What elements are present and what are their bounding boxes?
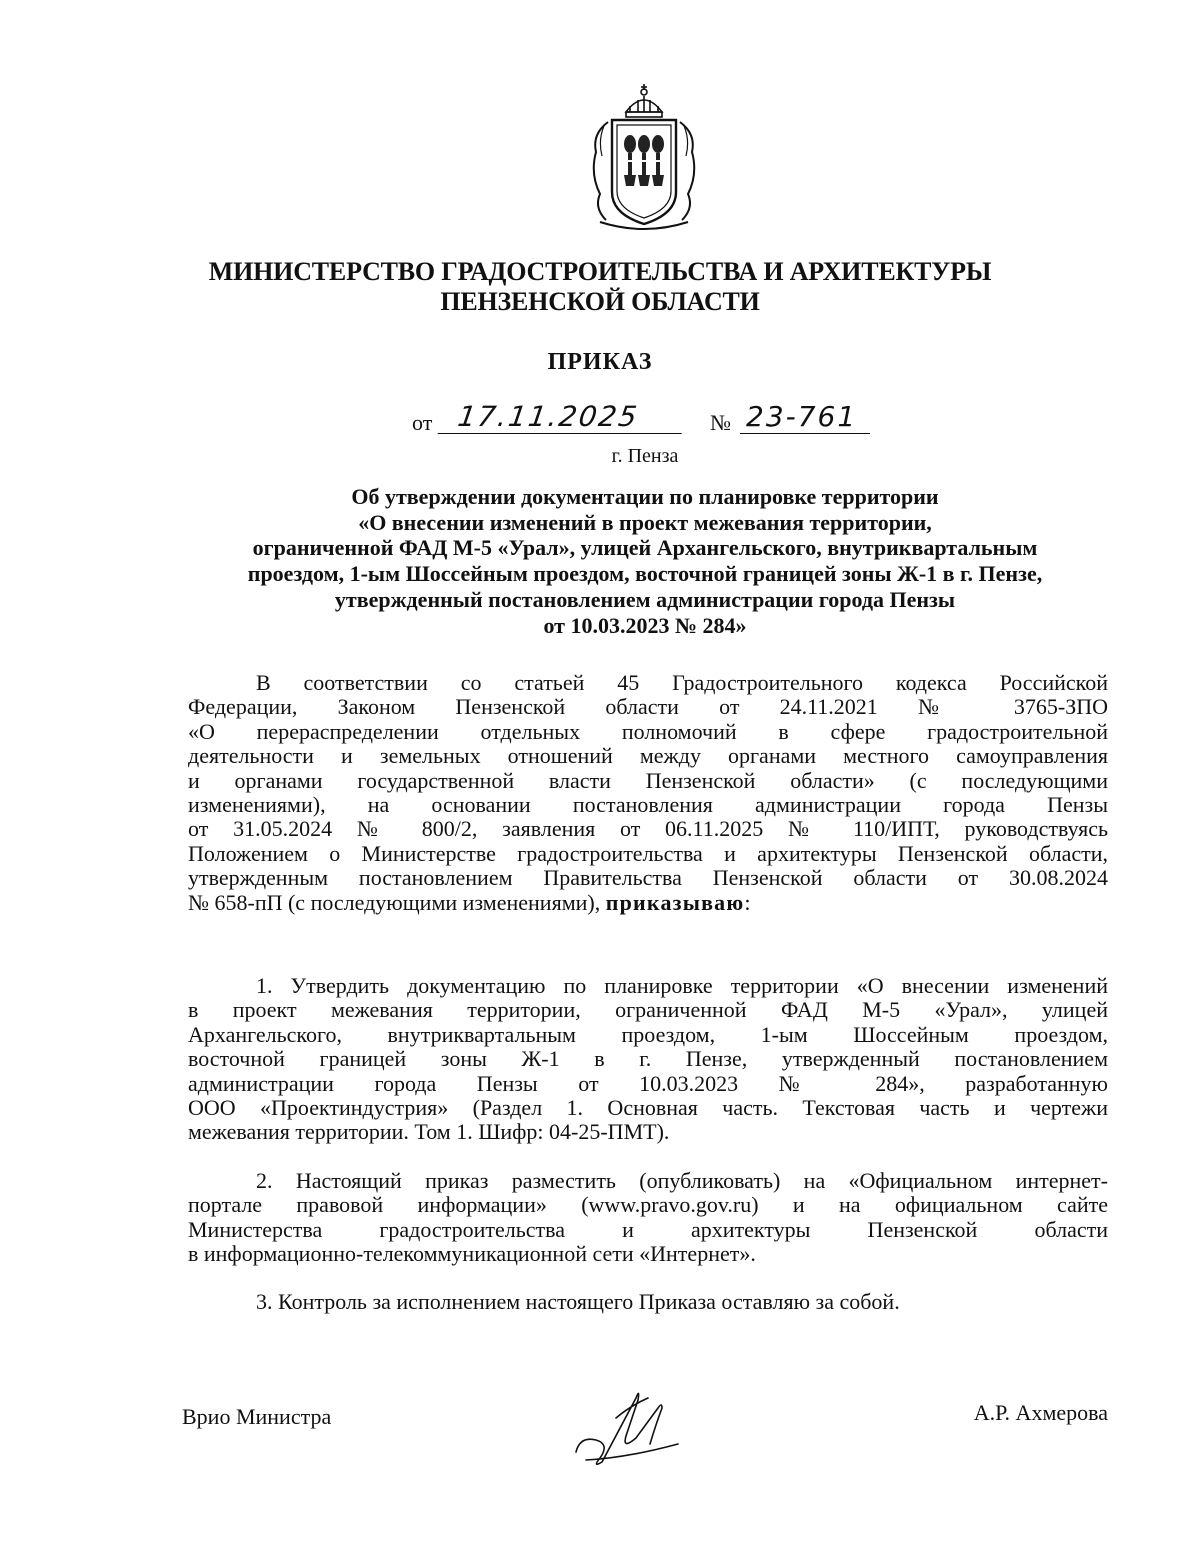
text-line: утвержденным постановлением Правительства Пензенской области от 30.08.2024 <box>188 865 1108 891</box>
text-line: Федерации, Законом Пензенской области от 24.11.2021 № 3765-ЗПО <box>188 694 1108 720</box>
text-line: администрации города Пензы от 10.03.2023 № 284», разработанную <box>188 1070 1108 1096</box>
item-2-paragraph <box>188 1169 1108 1267</box>
text-line: 2. Настоящий приказ разместить (опубликовать) на «Официальном интернет- <box>256 1168 1108 1193</box>
subject-line: «О внесении изменений в проект межевания территории, <box>358 509 932 535</box>
decree-word: приказываю <box>605 889 745 915</box>
text-line: в информационно-телекоммуникационной сети «Интернет». <box>188 1241 756 1267</box>
signatory-name: А.Р. Ахмерова <box>973 1400 1108 1425</box>
preamble-paragraph <box>188 671 1108 915</box>
subject-line: Об утверждении документации по планировке территории <box>351 484 939 509</box>
subject-line: проездом, 1-ым Шоссейным проездом, восточной границей зоны Ж-1 в г. Пензе, <box>247 561 1043 587</box>
signatory-role: Врио Министра <box>182 1404 332 1429</box>
text-line: 3. Контроль за исполнением настоящего Приказа оставляю за собой. <box>256 1289 900 1314</box>
item-1-paragraph <box>188 974 1108 1145</box>
subject-line: утвержденный постановлением администрации города Пензы <box>334 586 956 612</box>
text-line: от 31.05.2024 № 800/2, заявления от 06.11.2025 № 110/ИПТ, руководствуясь <box>188 816 1108 842</box>
document-type-title: ПРИКАЗ <box>547 349 653 375</box>
city-name: г. Пенза <box>611 445 679 467</box>
item-3-paragraph <box>188 1290 1108 1314</box>
subject-line: от 10.03.2023 № 284» <box>543 612 747 638</box>
handwritten-signature <box>566 1378 690 1472</box>
organization-name-line1: МИНИСТЕРСТВО ГРАДОСТРОИТЕЛЬСТВА И АРХИТЕКТУРЫ <box>208 257 992 286</box>
text-line: и органами государственной власти Пензенской области» (с последующими <box>188 767 1108 793</box>
text-line-last <box>188 891 1108 915</box>
date-prefix: от <box>412 410 433 435</box>
text-line: изменениями), на основании постановления администрации города Пензы <box>188 792 1108 818</box>
number-prefix: № <box>710 410 731 435</box>
text-fragment: № 658-пП (с последующими изменениями), <box>188 889 601 915</box>
colon: : <box>744 889 751 915</box>
organization-name-line2: ПЕНЗЕНСКОЙ ОБЛАСТИ <box>440 287 760 316</box>
subject-line: ограниченной ФАД М-5 «Урал», улицей Архангельского, внутриквартальным <box>252 535 1038 561</box>
text-line: межевания территории. Том 1. Шифр: 04-25-ПМТ). <box>188 1119 670 1145</box>
text-line: В соответствии со статьей 45 Градостроительного кодекса Российской <box>256 670 1108 695</box>
text-line: Министерства градостроительства и архитектуры Пензенской области <box>188 1216 1108 1242</box>
date-number-line <box>410 400 880 440</box>
handwritten-date: 17.11.2025 <box>438 400 687 434</box>
text-line: Положением о Министерстве градостроительства и архитектуры Пензенской области, <box>188 840 1108 866</box>
text-line: ООО «Проектиндустрия» (Раздел 1. Основная часть. Текстовая часть и чертежи <box>188 1095 1108 1121</box>
text-line: Архангельского, внутриквартальным проездом, 1-ым Шоссейным проездом, <box>188 1021 1108 1047</box>
text-line: в проект межевания территории, ограниченной ФАД М-5 «Урал», улицей <box>188 997 1108 1023</box>
order-subject <box>180 484 1110 638</box>
text-line: 1. Утвердить документацию по планировке территории «О внесении изменений <box>256 973 1108 998</box>
text-line: «О перераспределении отдельных полномочий в сфере градостроительной <box>188 718 1108 744</box>
coat-of-arms-emblem <box>586 82 702 232</box>
handwritten-number: 23-761 <box>740 400 870 434</box>
text-line: деятельности и земельных отношений между органами местного самоуправления <box>188 743 1108 769</box>
text-line: восточной границей зоны Ж-1 в г. Пензе, утвержденный постановлением <box>188 1046 1108 1072</box>
text-line: портале правовой информации» (www.pravo.gov.ru) и на официальном сайте <box>188 1192 1108 1218</box>
